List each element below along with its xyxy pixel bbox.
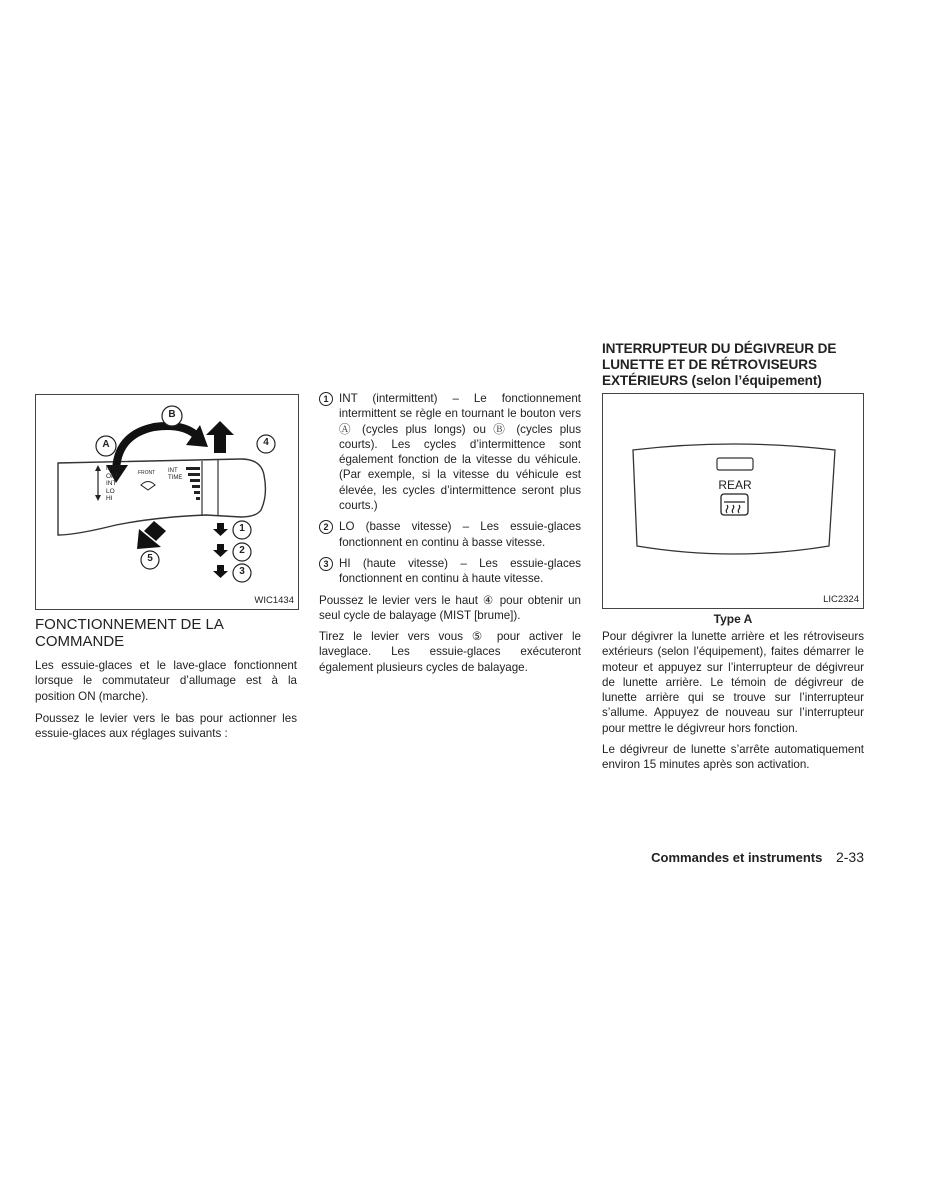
paragraph-left-1: Les essuie-glaces et le lave-glace fonctionnent lorsque le commutateur d’allumage est à la position ON (marche). [35, 659, 297, 703]
front-label: FRONT [138, 470, 156, 476]
figure-caption: Type A [713, 612, 753, 626]
mode-lo: LO [106, 487, 115, 495]
label-1: 1 [239, 523, 245, 534]
paragraph-right-2: Le dégivreur de lunette s’arrête automatiquement environ 15 minutes après son activation. [602, 743, 864, 772]
defroster-button [721, 494, 748, 515]
label-3: 3 [239, 566, 245, 577]
indicator-light [717, 458, 753, 470]
int-time-label: INT TIME [168, 468, 183, 481]
paragraph-push-up: Poussez le levier vers le haut ④ pour obtenir un seul cycle de balayage (MIST [brume]). [319, 593, 581, 622]
down-arrows [213, 523, 228, 578]
figure-code: WIC1434 [254, 595, 294, 606]
label-B: B [168, 409, 176, 420]
list-item [319, 391, 581, 513]
item-number: 1 [319, 392, 333, 406]
lever-mode-list [106, 465, 122, 503]
item-text: LO (basse vitesse) – Les essuie-glaces fonctionnent en continu à basse vitesse. [339, 520, 581, 549]
label-A: A [102, 439, 110, 450]
section-heading-degivreur: INTERRUPTEUR DU DÉGIVREUR DE LUNETTE ET DE RÉTROVISEURS EXTÉRIEURS (selon l’équipement) [602, 341, 837, 388]
label-4: 4 [263, 437, 269, 448]
section-heading-fonctionnement: FONCTIONNEMENT DE LA COMMANDE [35, 616, 224, 650]
wiper-lever-illustration [36, 395, 298, 609]
defroster-switch-illustration [603, 394, 863, 608]
item-number: 2 [319, 520, 333, 534]
list-item [319, 556, 581, 587]
rear-label: REAR [718, 478, 752, 492]
mode-int: INT [106, 480, 117, 487]
item-text: INT (intermittent) – Le fonctionnement intermittent se règle en tournant le bouton vers Ⓐ (cycles plus longs) ou Ⓑ (cycles plus courts). Les cycles d’intermittence sont également fonction de la vitesse du véhicule. (Par exemple, si la vitesse du véhicule est élevée, les cycles d’intermittence seront plus courts.) [339, 392, 581, 513]
paragraph-left-2: Poussez le levier vers le bas pour actionner les essuie-glaces aux réglages suivants : [35, 712, 297, 741]
footer-section-title: Commandes et instruments [651, 850, 823, 865]
label-2: 2 [239, 545, 245, 556]
page-number: 2-33 [835, 849, 864, 865]
rear-defroster-figure [602, 393, 864, 609]
paragraph-right-1: Pour dégivrer la lunette arrière et les rétroviseurs extérieurs (selon l’équipement), faites démarrer le moteur et appuyez sur l’interrupteur de dégivreur de lunette arrière. Le témoin de dégivreur de lunette arrière qui se trouve sur l’interrupteur s’allume. Appuyez de nouveau sur l’interrupteur pour mettre le dégivreur hors fonction. [602, 630, 864, 735]
wiper-switch-figure [35, 394, 299, 610]
figure-code: LIC2324 [823, 594, 859, 605]
lever-body [58, 459, 265, 535]
mode-off: OFF [106, 472, 119, 480]
page-footer [651, 849, 864, 865]
item-number: 3 [319, 557, 333, 571]
item-text: HI (haute vitesse) – Les essuie-glaces fonctionnent en continu à haute vitesse. [339, 556, 581, 586]
paragraph-pull: Tirez le levier vers vous ⑤ pour activer le laveglace. Les essuie-glaces exécuteront également plusieurs cycles de balayage. [319, 630, 581, 674]
wiper-settings-list [319, 391, 581, 675]
mode-hi: HI [106, 495, 113, 502]
list-item [319, 519, 581, 550]
label-5: 5 [147, 553, 153, 564]
mode-mist: MIST [106, 465, 122, 472]
up-arrow-4 [214, 433, 226, 453]
